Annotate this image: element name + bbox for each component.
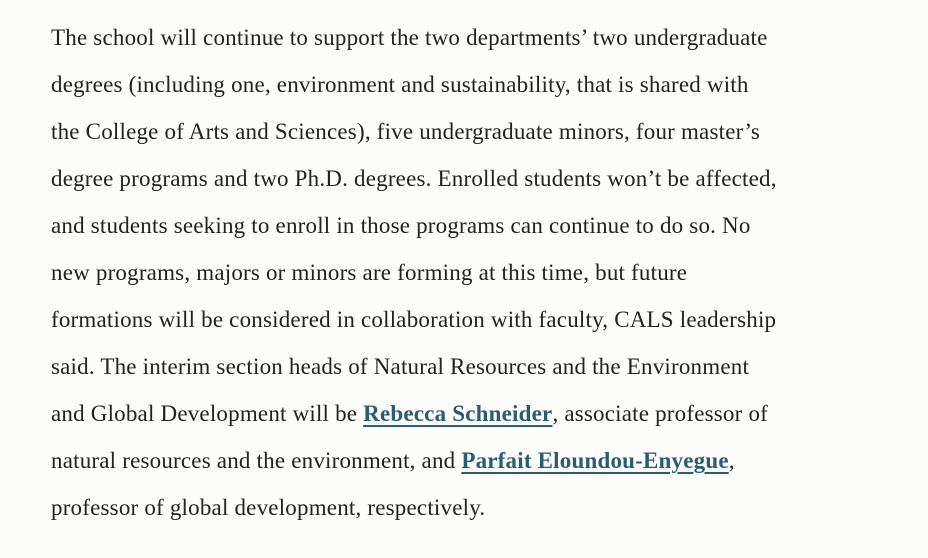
paragraph-line: [51, 202, 908, 249]
paragraph-line: [51, 296, 908, 343]
paragraph-text: and Global Development will be: [51, 401, 364, 426]
paragraph-text: formations will be considered in collaboration with faculty, CALS leadership: [51, 307, 777, 332]
paragraph-line: [51, 14, 908, 61]
link-rebecca-schneider[interactable]: Rebecca Schneider: [363, 401, 553, 426]
paragraph-text: and students seeking to enroll in those programs can continue to do so. No: [51, 213, 751, 238]
paragraph-text: said. The interim section heads of Natural Resources and the Environment: [51, 354, 750, 379]
paragraph-text: degree programs and two Ph.D. degrees. Enrolled students won’t be affected,: [51, 166, 777, 191]
paragraph-line: [51, 108, 908, 155]
paragraph-line: [51, 61, 908, 108]
paragraph-line: [51, 249, 908, 296]
paragraph-line: [51, 343, 908, 390]
paragraph-text: , associate professor of: [552, 401, 768, 426]
paragraph-line: [51, 155, 908, 202]
paragraph-line: [51, 437, 908, 484]
paragraph-text: degrees (including one, environment and sustainability, that is shared with: [51, 72, 749, 97]
paragraph-text: the College of Arts and Sciences), five undergraduate minors, four master’s: [51, 119, 761, 144]
paragraph-text: The school will continue to support the two departments’ two undergraduate: [51, 25, 768, 50]
link-parfait-eloundou-enyegue[interactable]: Parfait Eloundou-Enyegue: [461, 448, 729, 473]
paragraph-text: new programs, majors or minors are forming at this time, but future: [51, 260, 688, 285]
paragraph-text: natural resources and the environment, and: [51, 448, 462, 473]
paragraph-text: professor of global development, respectively.: [51, 495, 486, 520]
paragraph-line: [51, 390, 908, 437]
paragraph-line: [51, 484, 908, 531]
paragraph-text: ,: [728, 448, 735, 473]
